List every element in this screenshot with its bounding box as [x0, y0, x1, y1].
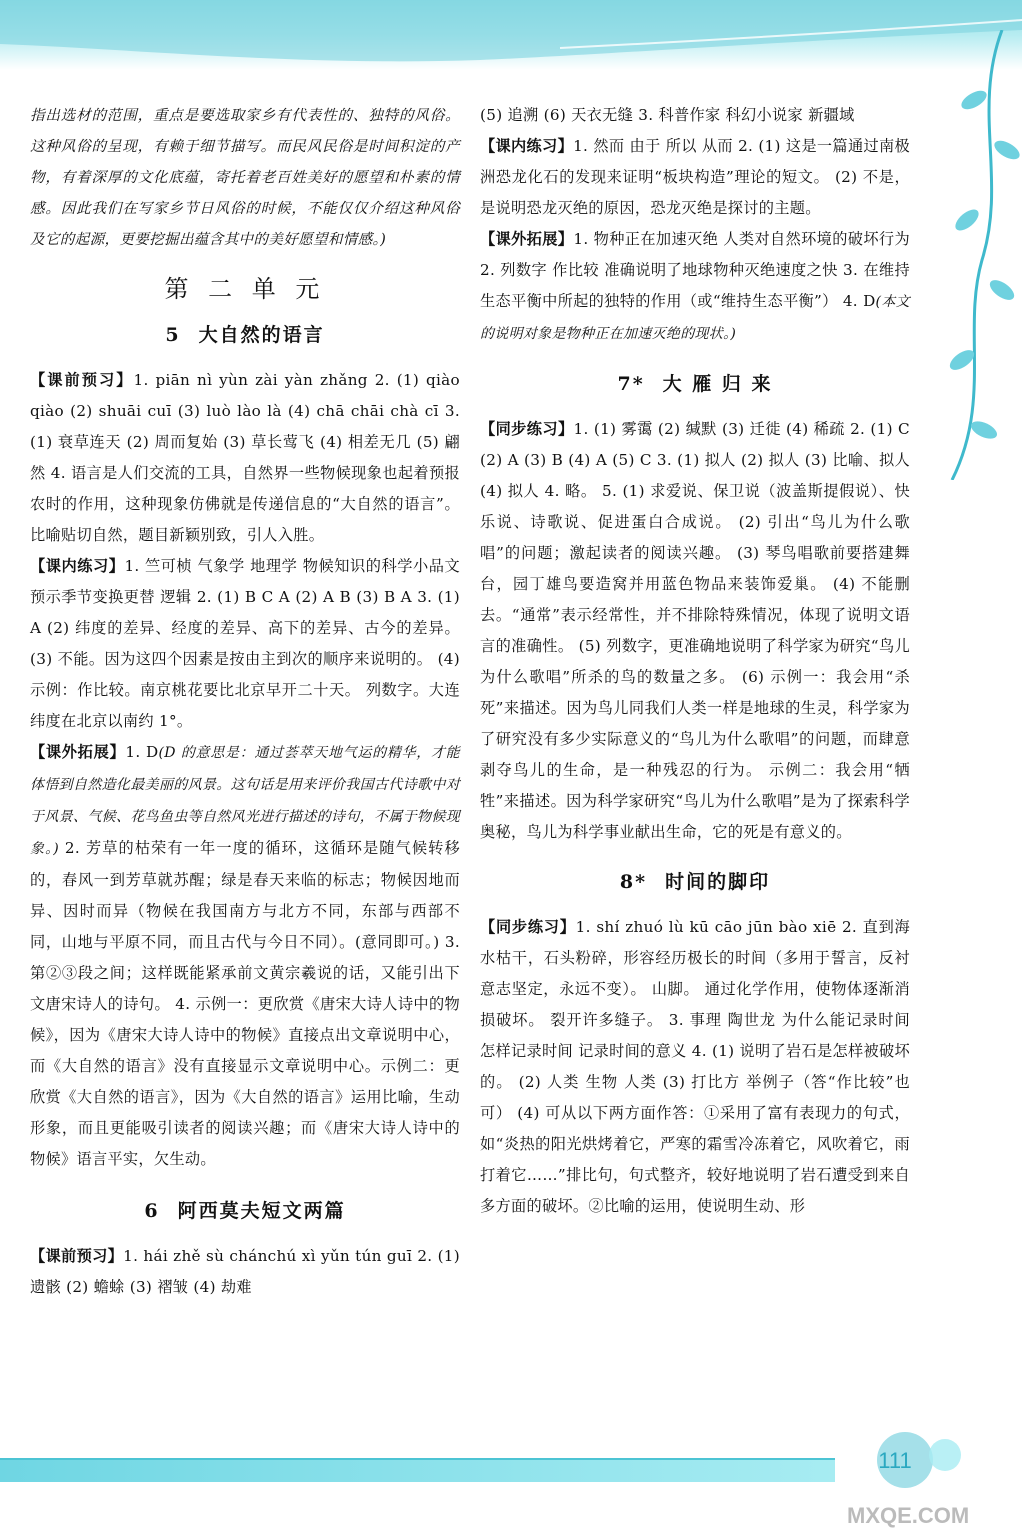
lesson8-sync-text: 1. shí zhuó lù kū cāo jūn bào xiē 2. 直到海水枯干，石头粉碎，形容经历极长的时间（多用于誓言，反衬意志坚定，永远不变）。 山脚。 通过化学作用，使物体逐渐消损破坏。 裂开许多缝子。 3. 事理 陶世龙 为什么能记录时间 怎样记录时间 记录时间的意义 4. (1) 说明了岩石是怎样被破坏的。 (2) 人类 生物 人类 (3) 打比方 举例子（答“作比较”也可） (4) 可从以下两方面作答：①采用了富有表现力的句式，如“炎热的阳光烘烤着它，严寒的霜雪冷冻着它，风吹着它，雨打着它……”排比句，句式整齐，较好地说明了岩石遭受到来自多方面的破坏。②比喻的运用，使说明生动、形	[480, 918, 910, 1215]
lesson6-title: 阿西莫夫短文两篇	[177, 1200, 346, 1222]
lesson5-extend	[30, 737, 460, 1175]
lesson6-practice-text: 1. 然而 由于 所以 从而 2. (1) 这是一篇通过南极洲恐龙化石的发现来证明“板块构造”理论的短文。 (2) 不是，是说明恐龙灭绝的原因，恐龙灭绝是探讨的主题。	[480, 137, 910, 217]
lesson7-sync-tag: 【同步练习】	[480, 420, 574, 438]
intro-text: 指出选材的范围，重点是要选取家乡有代表性的、独特的风俗。这种风俗的呈现，有赖于细节描写。而民风民俗是时间积淀的产物，有着深厚的文化底蕴，寄托着老百姓美好的愿望和朴素的情感。因此我们在写家乡节日风俗的时候，不能仅仅介绍这种风俗及它的起源，更要挖掘出蕴含其中的美好愿望和情感。)	[30, 107, 460, 248]
footer-band	[0, 1458, 835, 1482]
lesson8-sync	[480, 912, 910, 1222]
lesson5-heading	[30, 317, 460, 353]
header-wave-decoration	[0, 0, 1022, 70]
header-band	[0, 0, 1022, 70]
lesson8-heading	[480, 864, 910, 900]
left-column	[30, 100, 460, 1303]
lesson6-extend	[480, 224, 910, 350]
lesson5-extend-answer: 1. D	[125, 743, 159, 761]
lesson7-title: 大 雁 归 来	[662, 373, 773, 395]
lesson6-continued: (5) 追溯 (6) 天衣无缝 3. 科普作家 科幻小说家 新疆域	[480, 106, 855, 124]
lesson6-extend-note: (本文的说明对象是物种正在加速灭绝的现状。)	[480, 294, 910, 342]
lesson6-practice	[480, 131, 910, 224]
lesson5-preview-tag: 【课前预习】	[30, 371, 134, 389]
lesson5-extend-text: 2. 芳草的枯荣有一年一度的循环，这循环是随气候转移的，春风一到芳草就苏醒；绿是春天来临的标志；物候因地而异、因时而异（物候在我国南方与北方不同，东部与西部不同，山地与平原不同，而且古代与今日不同）。(意同即可。) 3. 第②③段之间；这样既能紧承前文黄宗羲说的话，又能引出下文唐宋诗人的诗句。 4. 示例一：更欣赏《唐宋大诗人诗中的物候》，因为《唐宋大诗人诗中的物候》直接点出文章说明中心，而《大自然的语言》没有直接显示文章说明中心。示例二：更欣赏《大自然的语言》，因为《大自然的语言》运用比喻，生动形象，而且更能吸引读者的阅读兴趣；而《唐宋大诗人诗中的物候》语言平实，欠生动。	[30, 839, 460, 1168]
lesson5-practice-tag: 【课内练习】	[30, 557, 125, 575]
lesson6-practice-tag: 【课内练习】	[480, 137, 574, 155]
lesson7-number: 7*	[617, 373, 645, 395]
lesson7-sync	[480, 414, 910, 848]
lesson5-extend-tag: 【课外拓展】	[30, 743, 126, 761]
lesson7-sync-text: 1. (1) 雾霭 (2) 缄默 (3) 迁徙 (4) 稀疏 2. (1) C (2) A (3) B (4) A (5) C 3. (1) 拟人 (2) 拟人 (3) 比喻、拟人 (4) 拟人 4. 略。 5. (1) 求爱说、保卫说（波盖斯提假说）、快乐说、诗歌说、促进蛋白合成说。 (2) 引出“鸟儿为什么歌唱”的问题；激起读者的阅读兴趣。 (3) 琴鸟唱歌前要搭建舞台，园丁雄鸟要造窝并用蓝色物品来装饰爱巢。 (4) 不能删去。“通常”表示经常性，并不排除特殊情况，体现了说明文语言的准确性。 (5) 列数字，更准确地说明了科学家为研究“鸟儿为什么歌唱”所杀的鸟的数量之多。 (6) 示例一：我会用“杀死”来描述。因为鸟儿同我们人类一样是地球的生灵，科学家为了研究没有多少实际意义的“鸟儿为什么歌唱”的问题，而肆意剥夺鸟儿的生命，是一种残忍的行为。 示例二：我会用“牺牲”来描述。因为科学家研究“鸟儿为什么歌唱”是为了探索科学奥秘，鸟儿为科学事业献出生命，它的死是有意义的。	[480, 420, 910, 841]
right-column	[480, 100, 910, 1222]
lesson8-sync-tag: 【同步练习】	[480, 918, 576, 936]
lesson6-extend-text: 1. 物种正在加速灭绝 人类对自然环境的破坏行为 2. 列数字 作比较 准确说明了地球物种灭绝速度之快 3. 在维持生态平衡中所起的独特的作用（或“维持生态平衡”） 4. D	[480, 230, 910, 310]
lesson5-extend-note: (D 的意思是：通过荟萃天地气运的精华，才能体悟到自然造化最美丽的风景。这句话是用来评价我国古代诗歌中对于风景、气候、花鸟鱼虫等自然风光进行描述的诗句，不属于物候现象。)	[30, 745, 460, 857]
lesson6-heading	[30, 1193, 460, 1229]
lesson5-preview-text: 1. piān nì yùn zài yàn zhǎng 2. (1) qiào qiào (2) shuāi cuī (3) luò lào là (4) chā chāi chà cī 3. (1) 衰草连天 (2) 周而复始 (3) 草长莺飞 (4) 相差无几 (5) 翩然 4. 语言是人们交流的工具，自然界一些物候现象也起着预报农时的作用，这种现象仿佛就是传递信息的“大自然的语言”。比喻贴切自然，题目新颖别致，引人入胜。	[30, 371, 460, 544]
lesson6-preview-tag: 【课前预习】	[30, 1247, 124, 1265]
lesson5-practice	[30, 551, 460, 737]
lesson5-number: 5	[165, 324, 181, 346]
lesson8-title: 时间的脚印	[665, 871, 771, 893]
page-number: 111	[878, 1448, 912, 1473]
lesson5-preview	[30, 365, 460, 551]
unit-title: 第 二 单 元	[164, 275, 326, 303]
lesson7-heading	[480, 366, 910, 402]
lesson6-extend-tag: 【课外拓展】	[480, 230, 574, 248]
lesson6-preview	[30, 1241, 460, 1303]
lesson6-preview-text: 1. hái zhě sù chánchú xì yǔn tún guī 2. (1) 遗骸 (2) 蟾蜍 (3) 褶皱 (4) 劫难	[30, 1247, 460, 1296]
watermark-text: MXQE.COM	[847, 1503, 970, 1528]
lesson6-number: 6	[144, 1200, 160, 1222]
lesson5-practice-text: 1. 竺可桢 气象学 地理学 物候知识的科学小品文 预示季节变换更替 逻辑 2. (1) B C A (2) A B (3) B A 3. (1) A (2) 纬度的差异、经度的差异、高下的差异、古今的差异。 (3) 不能。因为这四个因素是按由主到次的顺序来说明的。 (4) 示例：作比较。南京桃花要比北京早开二十天。 列数字。大连纬度在北京以南约 1°。	[30, 557, 460, 730]
vine-decoration	[912, 30, 1022, 480]
lesson5-title: 大自然的语言	[198, 324, 325, 346]
lesson8-number: 8*	[619, 871, 648, 893]
